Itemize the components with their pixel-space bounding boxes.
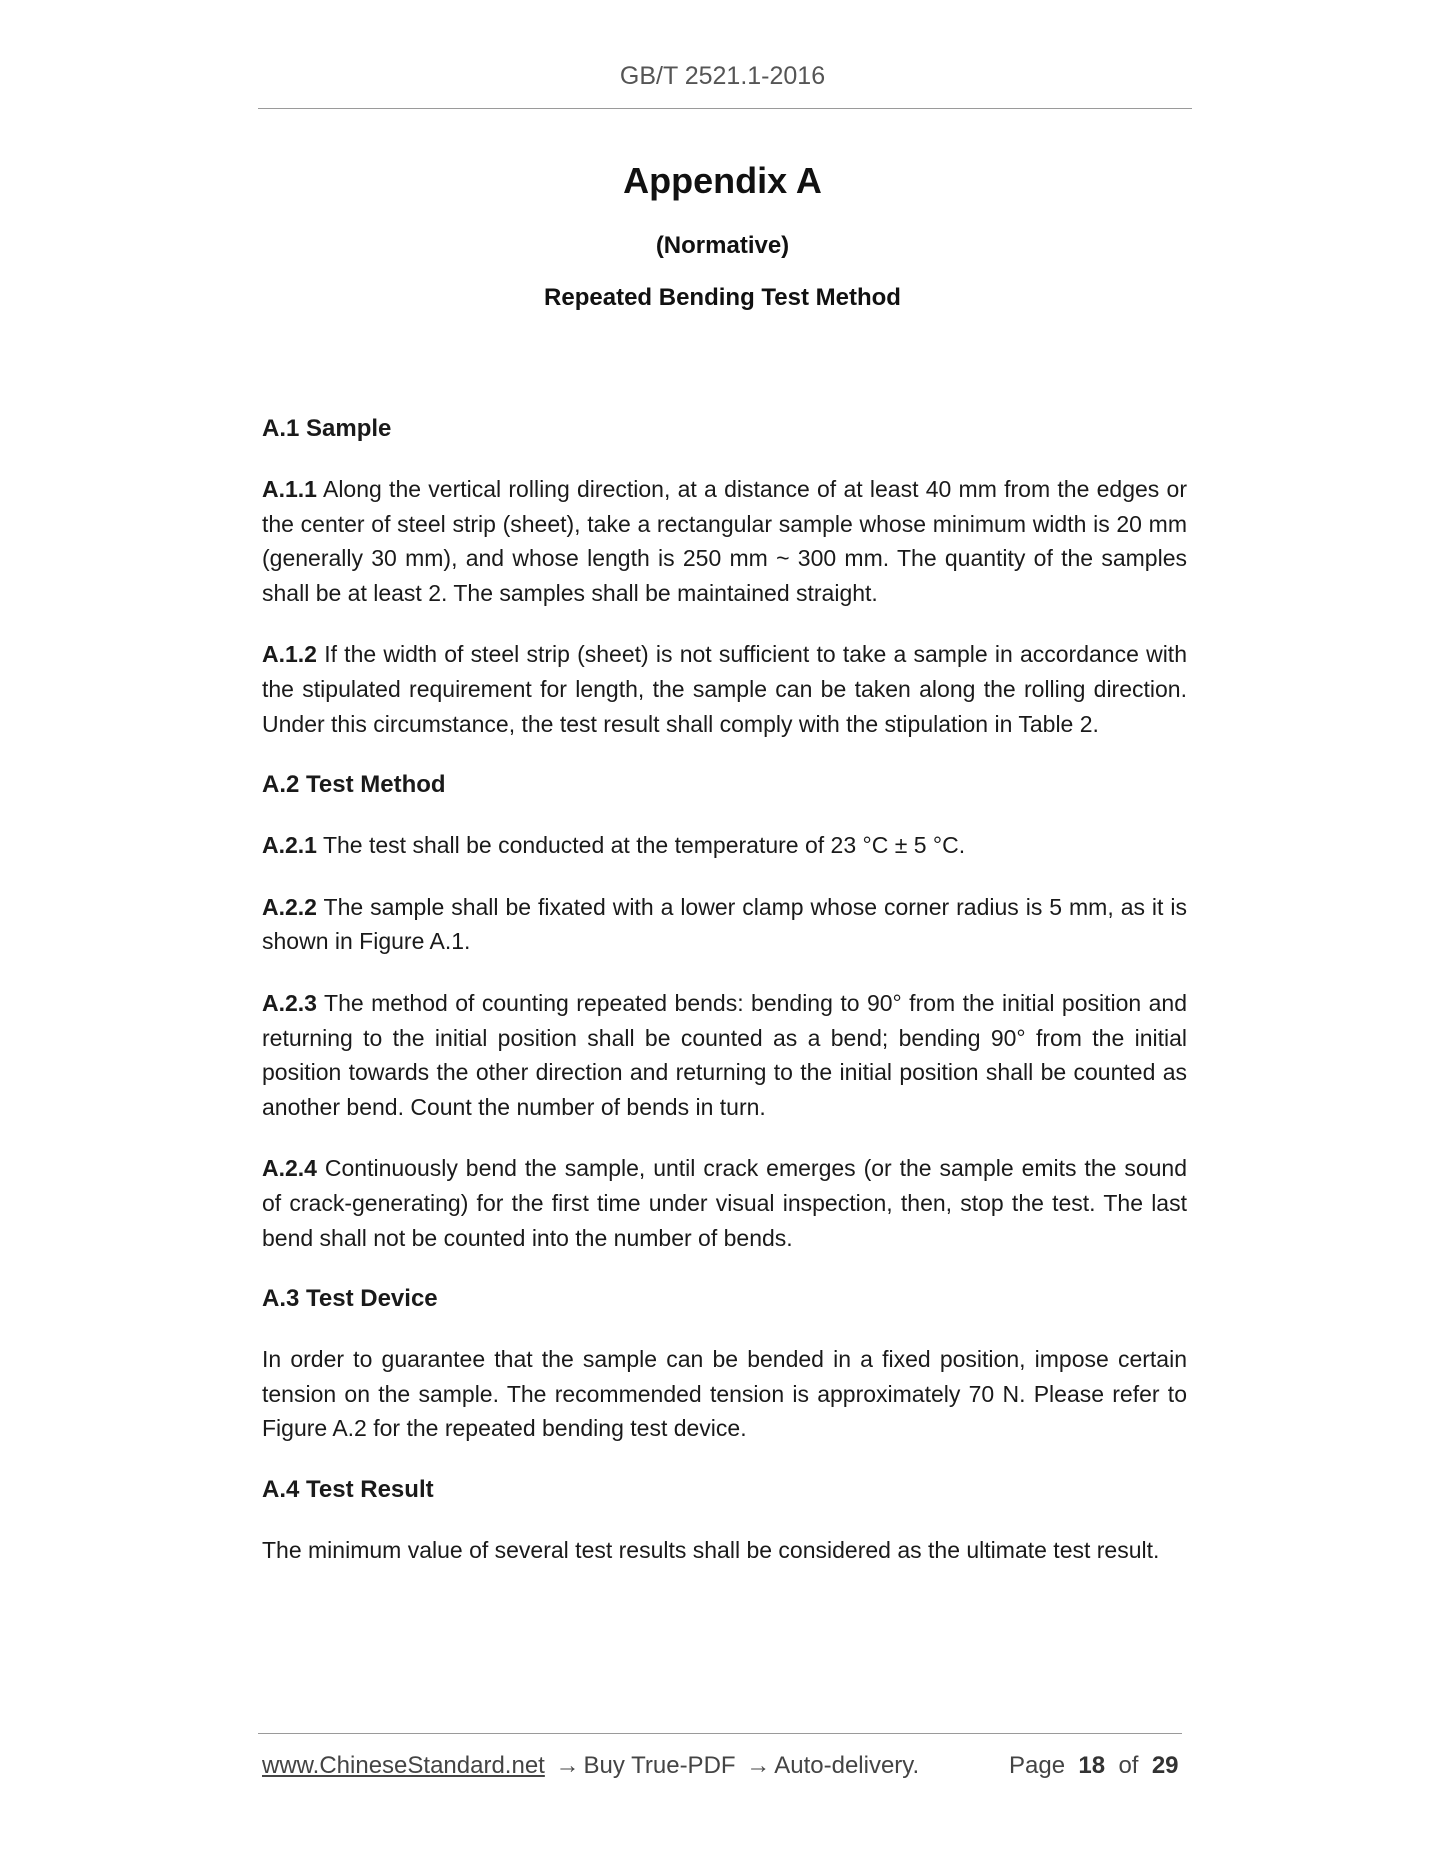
page-number — [1009, 1752, 1179, 1780]
header-doc-id: GB/T 2521.1-2016 — [619, 62, 826, 90]
clause-text: If the width of steel strip (sheet) is not sufficient to take a sample in accordance with the stipulated requirement for length, the sample can be taken along the rolling direction. Under this circumstance, the test result shall comply with the stipulation in Table 2. — [262, 641, 1187, 737]
appendix-title: Appendix A — [623, 160, 822, 201]
clause-a1-2 — [262, 637, 1187, 741]
section-heading-a4: A.4 Test Result — [262, 1475, 434, 1503]
clause-text: Continuously bend the sample, until crack emerges (or the sample emits the sound of crack-generating) for the first time under visual inspection, then, stop the test. The last bend shall not be counted into the number of bends. — [262, 1155, 1187, 1251]
page-current: 18 — [1078, 1752, 1106, 1779]
appendix-subject: Repeated Bending Test Method — [544, 284, 901, 311]
section-heading-a2: A.2 Test Method — [262, 771, 446, 799]
clause-number: A.2.4 — [262, 1155, 317, 1182]
section-heading-a1: A.1 Sample — [262, 415, 392, 442]
clause-a2-1 — [262, 828, 1187, 863]
clause-a3-text: In order to guarantee that the sample can be bended in a fixed position, impose certain tension on the sample. The recommended tension is approximately 70 N. Please refer to Figure A.2 for the repeated bending test device. — [262, 1346, 1187, 1442]
header-divider — [258, 108, 1192, 109]
clause-text: The sample shall be fixated with a lower clamp whose corner radius is 5 mm, as it is shown in Figure A.1. — [262, 893, 1187, 955]
clause-a1-1 — [262, 472, 1187, 610]
clause-text: The method of counting repeated bends: bending to 90° from the initial position and returning to the initial position shall be counted as a bend; bending 90° from the initial position towards the other direction and returning to the initial position shall be counted as another bend. Count the number of bends in turn. — [262, 989, 1187, 1120]
arrow-right-icon: → — [746, 1752, 771, 1779]
clause-number: A.2.2 — [262, 893, 317, 920]
clause-text: The test shall be conducted at the temperature of 23 °C ± 5 °C. — [316, 832, 966, 859]
document-body — [262, 412, 1187, 1594]
clause-number: A.2.1 — [262, 832, 317, 859]
arrow-right-icon: → — [555, 1752, 580, 1779]
section-heading-a3: A.3 Test Device — [262, 1285, 438, 1313]
page-label: Page — [1009, 1752, 1066, 1779]
website-link[interactable]: www.ChineseStandard.net — [262, 1752, 545, 1779]
clause-a2-4 — [262, 1151, 1187, 1255]
clause-text: Along the vertical rolling direction, at a distance of at least 40 mm from the edges or the center of steel strip (sheet), take a rectangular sample whose minimum width is 20 mm (generally 30 mm), and whose length is 250 mm ~ 300 mm. The quantity of the samples shall be at least 2. The samples shall be maintained straight. — [262, 476, 1187, 606]
clause-a4-text: The minimum value of several test results shall be considered as the ultimate test result. — [262, 1536, 1160, 1563]
page-of: of — [1118, 1752, 1139, 1779]
clause-a2-3 — [262, 986, 1187, 1124]
page-footer — [262, 1752, 1182, 1780]
clause-a2-2 — [262, 890, 1187, 959]
clause-number: A.1.1 — [262, 476, 317, 502]
page-total: 29 — [1151, 1752, 1179, 1779]
auto-delivery-text: Auto-delivery. — [774, 1752, 920, 1779]
clause-number: A.1.2 — [262, 641, 317, 668]
clause-number: A.2.3 — [262, 989, 317, 1016]
appendix-type: (Normative) — [655, 232, 790, 259]
buy-pdf-text: Buy True-PDF — [583, 1752, 736, 1779]
footer-divider — [258, 1733, 1182, 1734]
